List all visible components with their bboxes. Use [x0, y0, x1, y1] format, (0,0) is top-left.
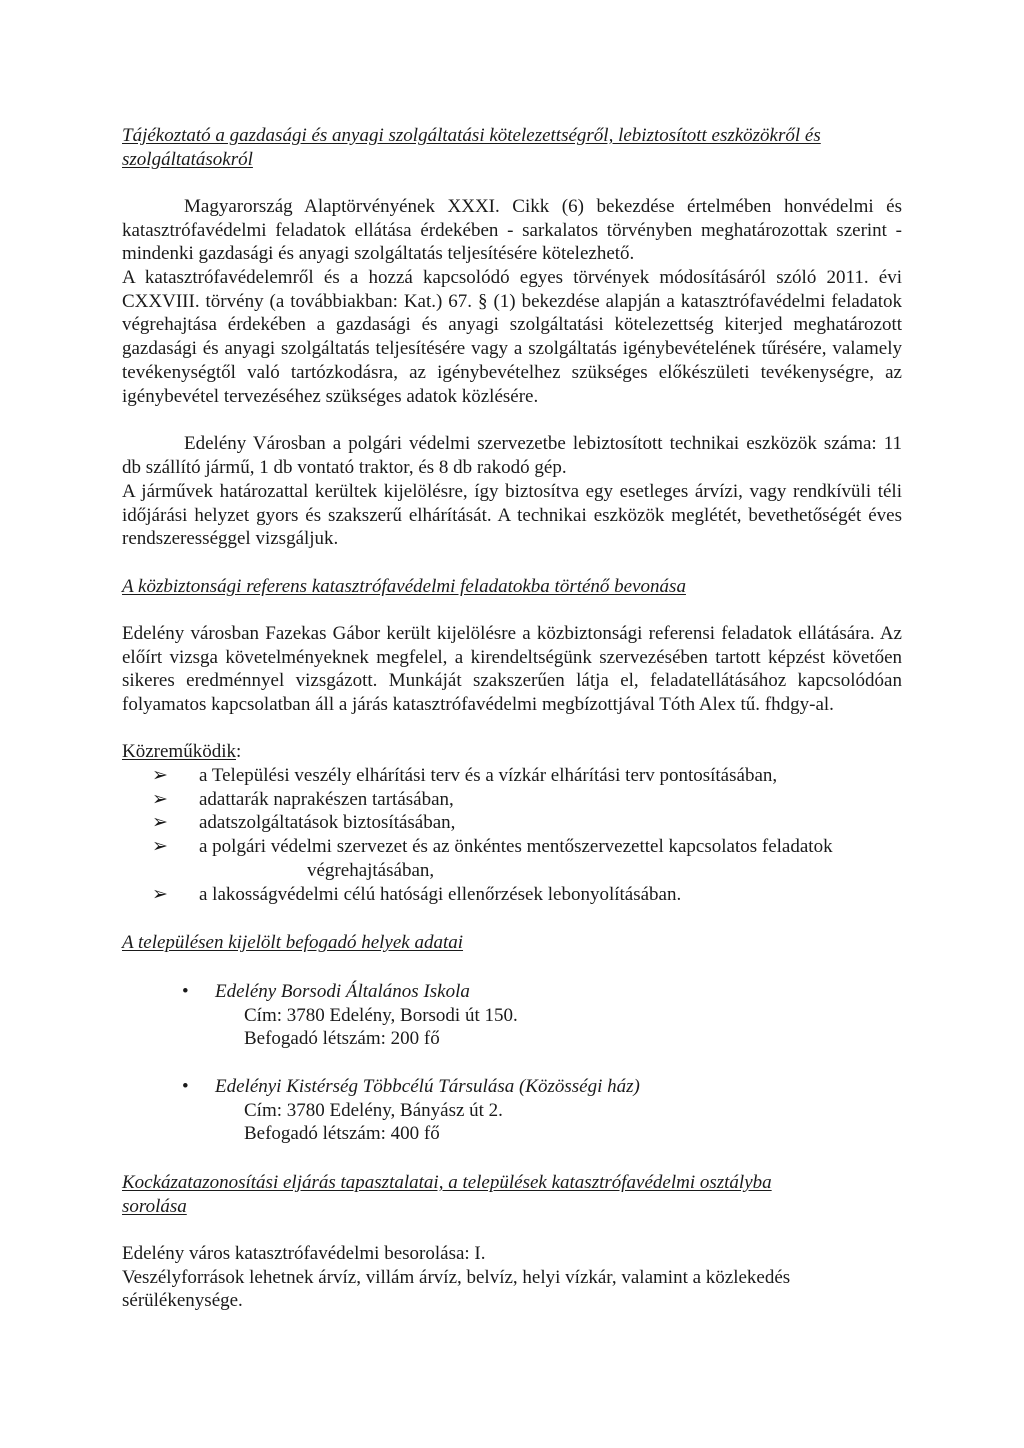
- paragraph-assets: Edelény Városban a polgári védelmi szervezetbe lebiztosított technikai eszközök száma: 11 db szállító jármű, 1 db vontató traktor, és 8 db rakodó gép.: [122, 433, 902, 478]
- bullet-dot-icon: •: [182, 981, 189, 1002]
- bullet-dot-icon: •: [182, 1076, 189, 1097]
- subheading-text: Közreműködik: [122, 741, 236, 762]
- hazards-line: Veszélyforrások lehetnek árvíz, villám árvíz, belvíz, helyi vízkár, valamint a közlekedés sérülékenysége.: [122, 1266, 791, 1312]
- shelter-capacity: Befogadó létszám: 400 fő: [244, 1123, 440, 1145]
- contribution-list: [152, 764, 902, 906]
- shelter-name: Edelény Borsodi Általános Iskola: [215, 981, 470, 1002]
- list-item: [152, 835, 902, 882]
- arrow-bullet-icon: ➢: [152, 883, 168, 905]
- section-heading-security-referent: A közbiztonsági referens katasztrófavédelmi feladatokba történő bevonása: [122, 576, 686, 597]
- arrow-bullet-icon: ➢: [152, 812, 168, 834]
- section-heading-obligations: [122, 124, 902, 171]
- classification-line: Edelény város katasztrófavédelmi besorolása: I.: [122, 1243, 486, 1264]
- paragraph-constitution: Magyarország Alaptörvényének XXXI. Cikk (6) bekezdése értelmében honvédelmi és katasztrófavédelmi feladatok ellátása érdekében - sarkalatos törvényben meghatározottak szerint - mindenki gazdasági és anyagi szolgáltatás teljesítésére kötelezhető.: [122, 196, 902, 265]
- list-item-text: adatszolgáltatások biztosításában,: [199, 812, 456, 834]
- shelter-item: [182, 1075, 882, 1146]
- list-item: [152, 811, 902, 835]
- shelter-address: Cím: 3780 Edelény, Borsodi út 150.: [244, 1004, 518, 1026]
- subheading-contributes: [122, 740, 902, 764]
- list-item: [152, 788, 902, 812]
- shelter-name: Edelényi Kistérség Többcélú Társulása (Közösségi ház): [215, 1076, 640, 1097]
- heading-line: Kockázatazonosítási eljárás tapasztalatai, a települések katasztrófavédelmi osztályba: [122, 1172, 772, 1193]
- section-heading-risk-classification: [122, 1171, 902, 1218]
- list-item-text: a Települési veszély elhárítási terv és a vízkár elhárítási terv pontosításában,: [199, 765, 778, 786]
- arrow-bullet-icon: ➢: [152, 836, 168, 858]
- paragraph-vehicles: A járművek határozattal kerültek kijelölésre, így biztosítva egy esetleges árvízi, vagy rendkívüli téli időjárási helyzet gyors és szakszerű elhárítását. A technikai eszközök meglétét, bevethetőségét éves rendszerességgel vizsgáljuk.: [122, 481, 902, 550]
- heading-line: sorolása: [122, 1195, 187, 1217]
- risk-text: [122, 1242, 902, 1313]
- subheading-colon: :: [235, 741, 242, 762]
- paragraph-referent: Edelény városban Fazekas Gábor került kijelölésre a közbiztonsági referensi feladatok ellátására. Az előírt vizsga követelményeknek megfelel, a kirendeltségünk szervezésében tartott képzést követően sikeres eredménnyel vizsgázott. Munkáját szakszerűen látja el, feladatellátásához kapcsolódóan folyamatos kapcsolatban áll a járás katasztrófavédelmi megbízottjával Tóth Alex tű. fhdgy-al.: [122, 623, 902, 716]
- section-heading-shelters: A településen kijelölt befogadó helyek adatai: [122, 932, 464, 953]
- list-item-text: a lakosságvédelmi célú hatósági ellenőrzések lebonyolításában.: [199, 883, 682, 905]
- shelter-item: [182, 980, 882, 1051]
- arrow-bullet-icon: ➢: [152, 765, 168, 786]
- paragraph-kat-law: A katasztrófavédelemről és a hozzá kapcsolódó egyes törvények módosításáról szóló 2011. évi CXXVIII. törvény (a továbbiakban: Kat.) 67. § (1) bekezdése alapján a katasztrófavédelmi feladatok végrehajtása érdekében a gazdasági és anyagi szolgáltatási kötelezettség kiterjed meghatározott gazdasági és anyagi szolgáltatás teljesítésére vagy a szolgáltatás igénybevételének tűrésére, valamely tevékenységtől való tartózkodásra, az igénybevételhez szükséges előkészületi tevékenységre, az igénybevétel tervezéséhez szükséges adatok közlésére.: [122, 267, 902, 407]
- shelter-capacity: Befogadó létszám: 200 fő: [244, 1028, 440, 1050]
- list-item: [152, 764, 902, 788]
- list-item-text: adattarák naprakészen tartásában,: [199, 788, 454, 810]
- shelter-address: Cím: 3780 Edelény, Bányász út 2.: [244, 1099, 503, 1121]
- list-item-continuation: végrehajtásában,: [307, 859, 435, 881]
- heading-line: szolgáltatásokról: [122, 148, 253, 170]
- heading-line: Tájékoztató a gazdasági és anyagi szolgáltatási kötelezettségről, lebiztosított eszközökről és: [122, 125, 821, 146]
- list-item: [152, 883, 902, 907]
- arrow-bullet-icon: ➢: [152, 788, 168, 810]
- list-item-text: a polgári védelmi szervezet és az önkéntes mentőszervezettel kapcsolatos feladatok: [199, 836, 833, 858]
